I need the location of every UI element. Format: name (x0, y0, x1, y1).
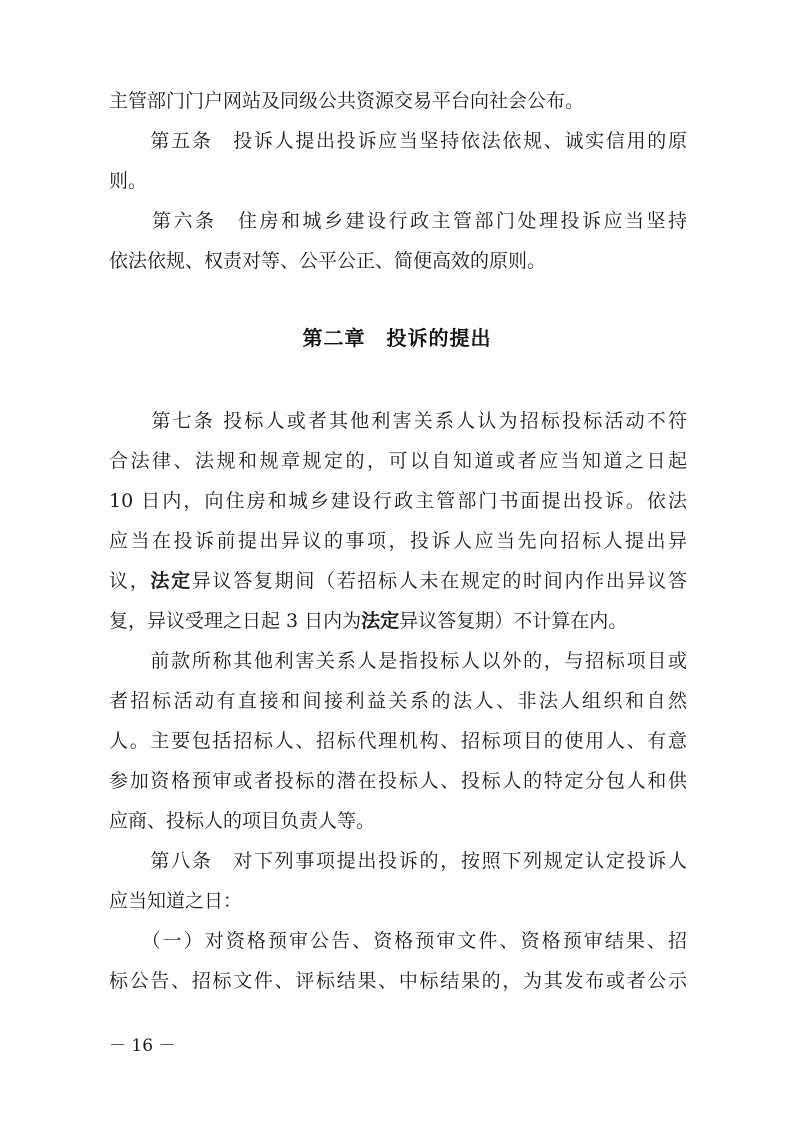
text-line: 人。主要包括招标人、招标代理机构、招标项目的使用人、有意 (109, 730, 687, 752)
text-line: 主管部门门户网站及同级公共资源交易平台向社会公布。 (109, 90, 585, 112)
text-line: 第六条 住房和城乡建设行政主管部门处理投诉应当坚持 (109, 210, 687, 232)
text-line: （一）对资格预审公告、资格预审文件、资格预审结果、招 (109, 930, 687, 952)
text-line: 10 日内，向住房和城乡建设行政主管部门书面提出投诉。依法 (109, 490, 687, 512)
text-segment: 议， (109, 570, 151, 592)
text-line: 参加资格预审或者投标的潜在投标人、投标人的特定分包人和供 (109, 770, 687, 792)
page-number: － 16 － (109, 1036, 176, 1056)
text-line-with-emphasis (109, 568, 687, 594)
text-line: 应商、投标人的项目负责人等。 (109, 810, 376, 832)
text-segment: 异议答复期）不计算在内。 (399, 610, 628, 632)
text-line-with-emphasis (109, 608, 687, 634)
text-segment: 复，异议受理之日起 3 日内为 (109, 610, 362, 632)
text-line: 应当知道之日： (109, 890, 243, 912)
text-line: 第八条 对下列事项提出投诉的，按照下列规定认定投诉人 (109, 850, 687, 872)
text-line: 合法律、法规和规章规定的，可以自知道或者应当知道之日起 (109, 450, 687, 472)
text-line: 依法依规、权责对等、公平公正、简便高效的原则。 (109, 250, 547, 272)
emphasis-text: 法定 (150, 570, 192, 592)
chapter-heading: 第二章 投诉的提出 (302, 326, 492, 350)
text-line: 第七条 投标人或者其他利害关系人认为招标投标活动不符 (109, 410, 687, 432)
text-line: 则。 (109, 170, 148, 192)
text-line: 第五条 投诉人提出投诉应当坚持依法依规、诚实信用的原 (109, 130, 687, 152)
emphasis-text: 法定 (361, 610, 400, 632)
text-line: 应当在投诉前提出异议的事项，投诉人应当先向招标人提出异 (109, 530, 687, 552)
text-line: 标公告、招标文件、评标结果、中标结果的，为其发布或者公示 (109, 970, 687, 992)
text-line: 者招标活动有直接和间接利益关系的法人、非法人组织和自然 (109, 690, 687, 712)
text-line: 前款所称其他利害关系人是指投标人以外的，与招标项目或 (109, 650, 687, 672)
text-segment: 异议答复期间（若招标人未在规定的时间内作出异议答 (191, 570, 687, 592)
